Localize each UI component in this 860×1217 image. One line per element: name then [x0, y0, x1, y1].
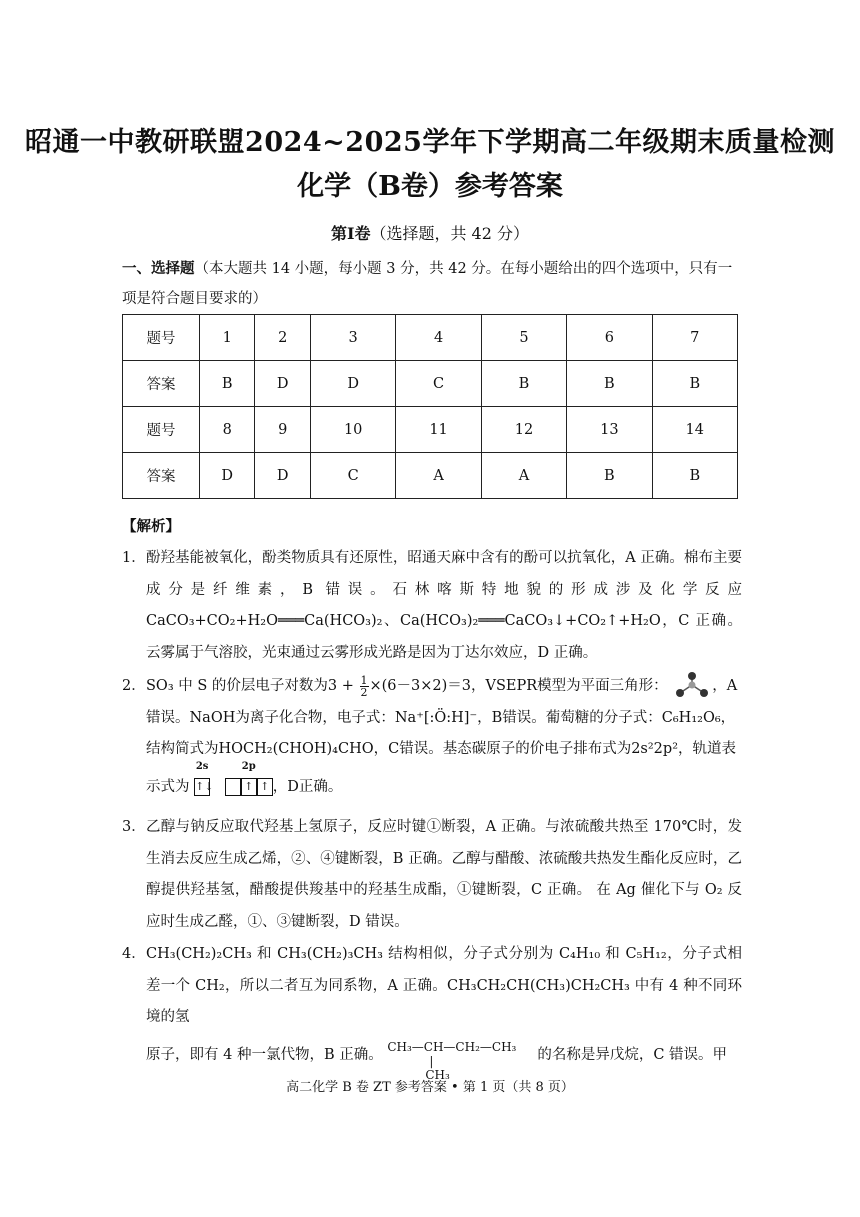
table-cell: D	[310, 361, 395, 407]
section-label: 一、选择题	[122, 260, 195, 277]
table-cell: 9	[255, 407, 310, 453]
item-text: 酚羟基能被氧化，酚类物质具有还原性，昭通天麻中含有的酚可以抗氧化，A 正确。棉布主要成分是纤维素，B 错误。石林喀斯特地貌的形成涉及化学反应	[146, 550, 742, 598]
table-cell: 10	[310, 407, 395, 453]
item-text: SO₃ 中 S 的价层电子对数为3 +	[146, 678, 354, 694]
analysis-item-3	[122, 812, 742, 938]
analysis-label: 【解析】	[122, 518, 180, 535]
item-text: 错误。NaOH为离子化合物，电子式：Na⁺[:Ö:H]⁻，B错误。葡萄糖的分子式：C₆H₁₂O₆，	[146, 709, 736, 726]
analysis-item-1	[122, 543, 742, 669]
orbital-box: ↑	[241, 778, 257, 796]
table-cell: 5	[481, 315, 566, 361]
table-cell: B	[481, 361, 566, 407]
table-cell: 3	[310, 315, 395, 361]
item-text: CH₃(CH₂)₂CH₃ 和 CH₃(CH₂)₃CH₃ 结构相似，分子式分别为 C₄H₁₀ 和 C₅H₁₂，分子式相差一个 CH₂，所以二者互为同系物，A 正确。CH₃CH₂CH(CH₃)CH₂CH₃ 中有 4 种不同环境的氢	[146, 946, 742, 1025]
table-row-header: 答案	[123, 361, 200, 407]
item-number: 4．	[122, 946, 146, 962]
item-number: 3．	[122, 819, 146, 835]
table-cell: B	[200, 361, 255, 407]
part-label: 第Ⅰ卷	[330, 224, 371, 243]
item-text: 的名称是异戊烷，C 错误。甲	[537, 1046, 728, 1063]
part-description: （选择题，共 42 分）	[370, 224, 530, 243]
table-cell: D	[200, 453, 255, 499]
page-subtitle: 化学（B卷）参考答案	[297, 171, 563, 202]
analysis-item-2	[122, 671, 742, 807]
table-cell: 11	[396, 407, 481, 453]
page-footer: 高二化学 B 卷 ZT 参考答案 • 第 1 页（共 8 页）	[286, 1080, 574, 1095]
table-cell: D	[255, 361, 310, 407]
page-title: 昭通一中教研联盟2024~2025学年下学期高二年级期末质量检测	[25, 127, 835, 158]
item-text: CaCO₃+CO₂+H₂O═══Ca(HCO₃)₂、Ca(HCO₃)₂═══CaCO₃↓+CO₂↑+H₂O，C 正确。云雾属于气溶胶，光束通过云雾形成光路是因为丁达尔效应，D 正确。	[146, 613, 742, 661]
orbital-2s-label: 2s	[195, 760, 209, 772]
table-cell: 4	[396, 315, 481, 361]
table-cell: A	[396, 453, 481, 499]
orbital-2p-label: 2p	[241, 760, 256, 772]
table-cell: 6	[567, 315, 652, 361]
table-cell: 7	[652, 315, 737, 361]
item-text: ，A	[712, 678, 738, 694]
item-text: 示式为	[146, 778, 190, 795]
table-cell: B	[567, 361, 652, 407]
section-heading	[122, 254, 742, 314]
table-row	[123, 361, 738, 407]
table-row-header: 题号	[123, 407, 200, 453]
table-cell: C	[310, 453, 395, 499]
part-heading	[0, 221, 860, 244]
table-row	[123, 315, 738, 361]
table-cell: B	[567, 453, 652, 499]
table-row-header: 答案	[123, 453, 200, 499]
orbital-box: ↑↓	[194, 778, 210, 796]
orbital-box	[225, 778, 241, 796]
table-cell: B	[652, 361, 737, 407]
item-number: 2．	[122, 678, 146, 694]
item-text: 乙醇与钠反应取代羟基上氢原子，反应时键①断裂，A 正确。与浓硫酸共热至 170℃时，发生消去反应生成乙烯，②、④键断裂，B 正确。乙醇与醋酸、浓硫酸共热发生酯化反应时，乙醇提供羟基氢，醋酸提供羧基中的羟基生成酯，①键断裂，C 正确。 在 Ag 催化下与 O₂ 反应时生成乙醛，①、③键断裂，D 错误。	[146, 819, 742, 930]
fraction: $\frac{1}{2}$	[360, 673, 368, 699]
analysis-item-4	[122, 939, 742, 1082]
table-cell: C	[396, 361, 481, 407]
table-cell: 1	[200, 315, 255, 361]
item-number: 1．	[122, 550, 146, 566]
table-row	[123, 453, 738, 499]
table-cell: 14	[652, 407, 737, 453]
item-text: ×(6－3×2)＝3，VSEPR模型为平面三角形：	[369, 678, 668, 694]
table-cell: 12	[481, 407, 566, 453]
trigonal-planar-model-icon	[672, 671, 712, 701]
table-row	[123, 407, 738, 453]
table-row-header: 题号	[123, 315, 200, 361]
table-cell: 13	[567, 407, 652, 453]
table-cell: 2	[255, 315, 310, 361]
item-text: 原子，即有 4 种一氯代物，B 正确。	[146, 1046, 383, 1063]
table-cell: B	[652, 453, 737, 499]
section-instructions: （本大题共 14 小题，每小题 3 分，共 42 分。在每小题给出的四个选项中，只有一项是符合题目要求的）	[122, 261, 733, 307]
table-cell: 8	[200, 407, 255, 453]
item-text: 结构简式为HOCH₂(CHOH)₄CHO，C错误。基态碳原子的价电子排布式为2s²2p²，轨道表	[146, 741, 737, 757]
structural-formula: CH₃—CH—CH₂—CH₃ | CH₃	[387, 1039, 517, 1082]
orbital-diagram	[194, 762, 273, 804]
item-text: ，D正确。	[272, 778, 343, 795]
table-cell: A	[481, 453, 566, 499]
table-cell: D	[255, 453, 310, 499]
orbital-box: ↑	[257, 778, 273, 796]
answer-table	[122, 314, 738, 499]
